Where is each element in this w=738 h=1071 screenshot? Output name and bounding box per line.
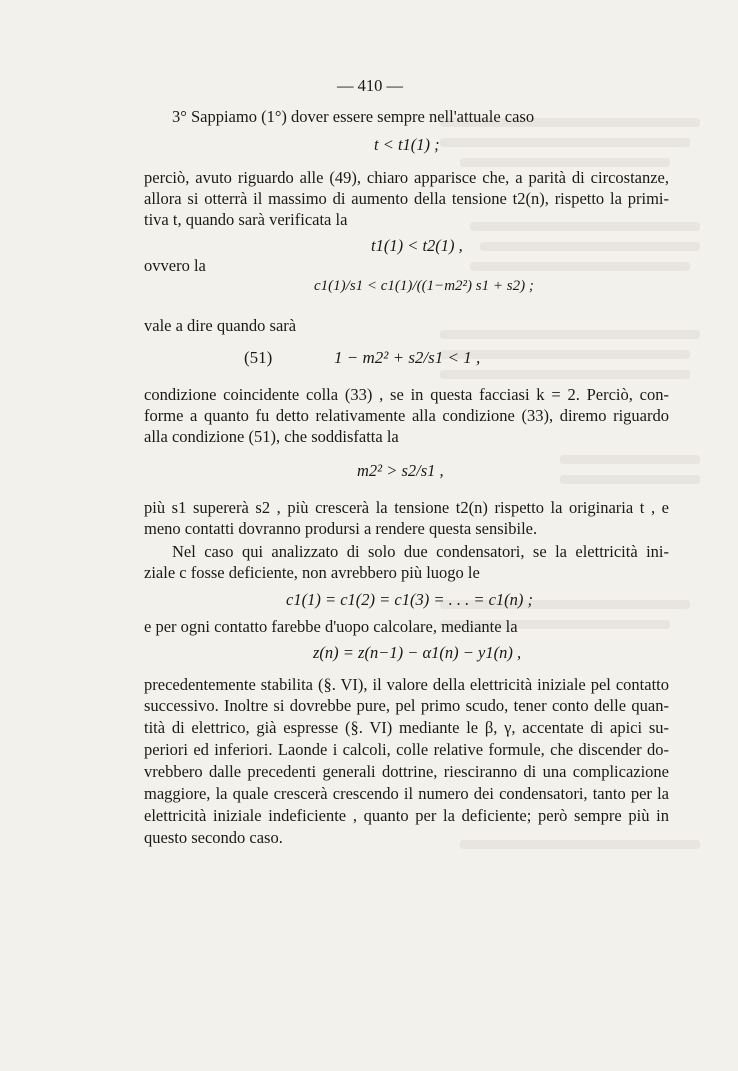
text-line: condizione coincidente colla (33) , se in questa facciasi k = 2. Perciò, con- [144, 385, 669, 404]
formula-t-less-t1: t < t1(1) ; [374, 135, 440, 154]
text-line: più s1 supererà s2 , più crescerà la tensione t2(n) rispetto la originaria t , e [144, 498, 669, 517]
text-line: forme a quanto fu detto relativamente alla condizione (33), diremo riguardo [144, 406, 669, 425]
text-line: allora si otterrà il massimo di aumento della tensione t2(n), rispetto la primi- [144, 189, 669, 208]
text-line: perciò, avuto riguardo alle (49), chiaro apparisce che, a parità di circostanze, [144, 168, 669, 187]
text-line: maggiore, la quale crescerà crescendo il numero dei condensatori, tanto per la [144, 784, 669, 803]
text-line: tità di elettrico, già espresse (§. VI) mediante le β, γ, accentate di apici su- [144, 718, 669, 737]
text-line: meno contatti dovranno prodursi a rendere questa sensibile. [144, 519, 538, 538]
text-line: successivo. Inoltre si dovrebbe pure, pel primo scudo, tener conto delle quan- [144, 696, 669, 715]
text-line: vale a dire quando sarà [144, 316, 297, 335]
formula-t1-less-t2: t1(1) < t2(1) , [371, 236, 463, 255]
text-line: 3° Sappiamo (1°) dover essere sempre nell'attuale caso [172, 107, 535, 126]
text-line: questo secondo caso. [144, 828, 283, 847]
text-line: tiva t, quando sarà verificata la [144, 210, 348, 229]
formula-m2-greater: m2² > s2/s1 , [357, 461, 444, 480]
formula-c1-equalities: c1(1) = c1(2) = c1(3) = . . . = c1(n) ; [286, 590, 534, 609]
formula-fraction-inequality: c1(1)/s1 < c1(1)/((1−m2²) s1 + s2) ; [314, 278, 534, 294]
text-line: precedentemente stabilita (§. VI), il valore della elettricità iniziale pel contatto [144, 675, 669, 694]
text-line: Nel caso qui analizzato di solo due condensatori, se la elettricità ini- [172, 542, 669, 561]
text-line: ovvero la [144, 256, 206, 275]
page-number: — 410 — [337, 76, 403, 95]
text-line: periori ed inferiori. Laonde i calcoli, colle relative formule, che discender do- [144, 740, 669, 759]
text-line: alla condizione (51), che soddisfatta la [144, 427, 399, 446]
equation-label-51: (51) [244, 348, 273, 367]
formula-z-recursion: z(n) = z(n−1) − α1(n) − y1(n) , [313, 643, 522, 662]
text-line: e per ogni contatto farebbe d'uopo calcolare, mediante la [144, 617, 518, 636]
text-line: vrebbero dalle precedenti generali dottrine, riesciranno di una complicazione [144, 762, 669, 781]
text-line: ziale c fosse deficiente, non avrebbero più luogo le [144, 563, 480, 582]
formula-51: 1 − m2² + s2/s1 < 1 , [334, 348, 481, 367]
text-line: elettricità iniziale indeficiente , quanto per la deficiente; però sempre più in [144, 806, 669, 825]
